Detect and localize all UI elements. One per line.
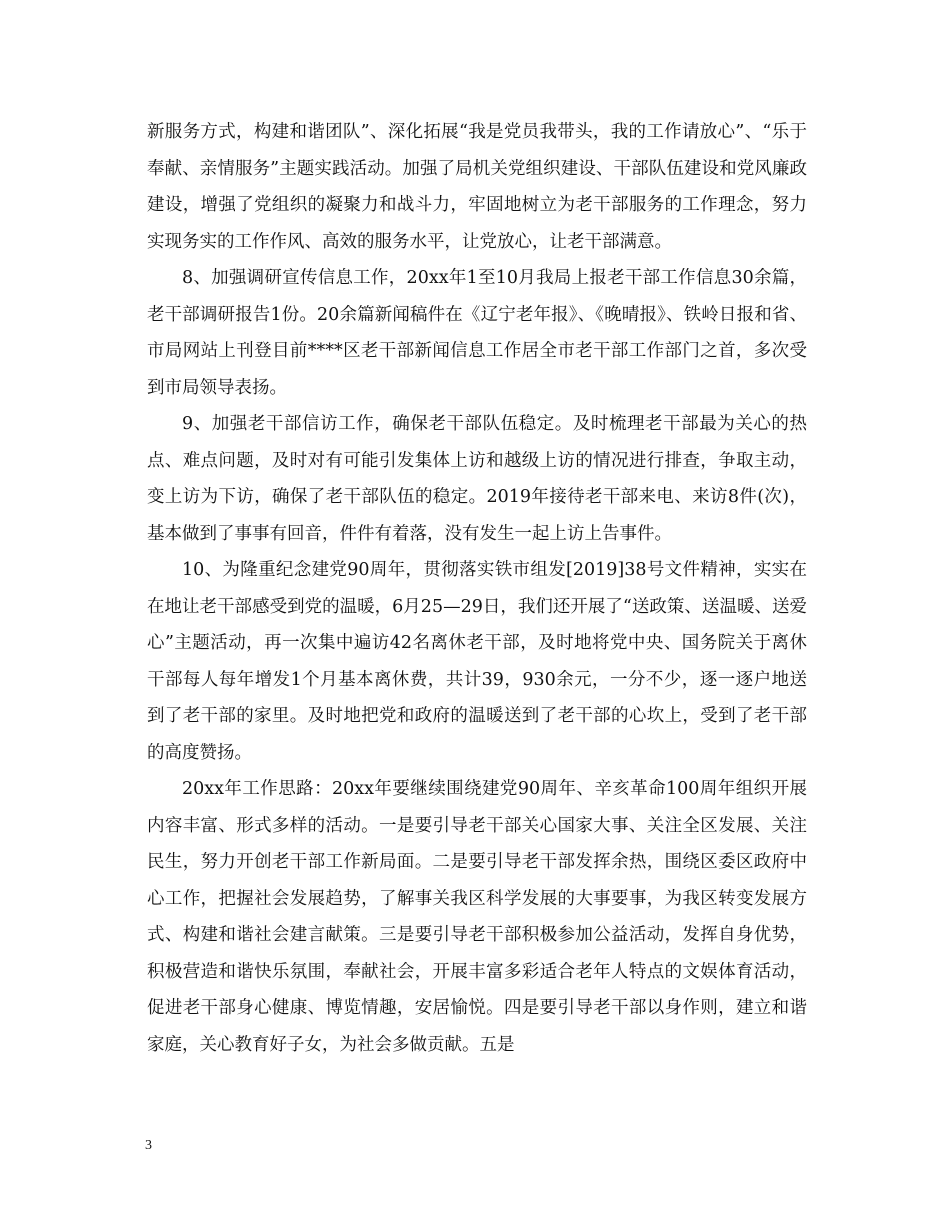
paragraph-continuation: 新服务方式，构建和谐团队”、深化拓展“我是党员我带头，我的工作请放心”、“乐于奉献、亲情服务”主题实践活动。加强了局机关党组织建设、干部队伍建设和党风廉政建设，增强了党组织的凝聚力和战斗力，牢固地树立为老干部服务的工作理念，努力实现务实的工作作风、高效的服务水平，让党放心，让老干部满意。 [147, 122, 807, 252]
paragraph-item-8: 8、加强调研宣传信息工作，20xx年1至10月我局上报老干部工作信息30余篇，老干部调研报告1份。20余篇新闻稿件在《辽宁老年报》、《晚晴报》、铁岭日报和省、市局网站上刊登目前****区老干部新闻信息工作居全市老干部工作部门之首，多次受到市局领导表扬。 [147, 268, 807, 398]
page-number: 3 [145, 1138, 152, 1153]
paragraph-work-plan: 20xx年工作思路：20xx年要继续围绕建党90周年、辛亥革命100周年组织开展内容丰富、形式多样的活动。一是要引导老干部关心国家大事、关注全区发展、关注民生，努力开创老干部工作新局面。二是要引导老干部发挥余热，围绕区委区政府中心工作，把握社会发展趋势，了解事关我区科学发展的大事要事，为我区转变发展方式、构建和谐社会建言献策。三是要引导老干部积极参加公益活动，发挥自身优势，积极营造和谐快乐氛围，奉献社会，开展丰富多彩适合老年人特点的文娱体育活动，促进老干部身心健康、博览情趣，安居愉悦。四是要引导老干部以身作则，建立和谐家庭，关心教育好子女，为社会多做贡献。五是 [147, 779, 807, 1055]
paragraph-item-9: 9、加强老干部信访工作，确保老干部队伍稳定。及时梳理老干部最为关心的热点、难点问题，及时对有可能引发集体上访和越级上访的情况进行排查，争取主动，变上访为下访，确保了老干部队伍的稳定。2019年接待老干部来电、来访8件(次)，基本做到了事事有回音，件件有着落，没有发生一起上访上告事件。 [147, 414, 807, 544]
paragraph-item-10: 10、为隆重纪念建党90周年，贯彻落实铁市组发[2019]38号文件精神，实实在在地让老干部感受到党的温暖，6月25—29日，我们还开展了“送政策、送温暖、送爱心”主题活动，再一次集中遍访42名离休老干部，及时地将党中央、国务院关于离休干部每人每年增发1个月基本离休费，共计39，930余元，一分不少，逐一逐户地送到了老干部的家里。及时地把党和政府的温暖送到了老干部的心坎上，受到了老干部的高度赞扬。 [147, 560, 807, 763]
document-body [147, 114, 807, 1063]
